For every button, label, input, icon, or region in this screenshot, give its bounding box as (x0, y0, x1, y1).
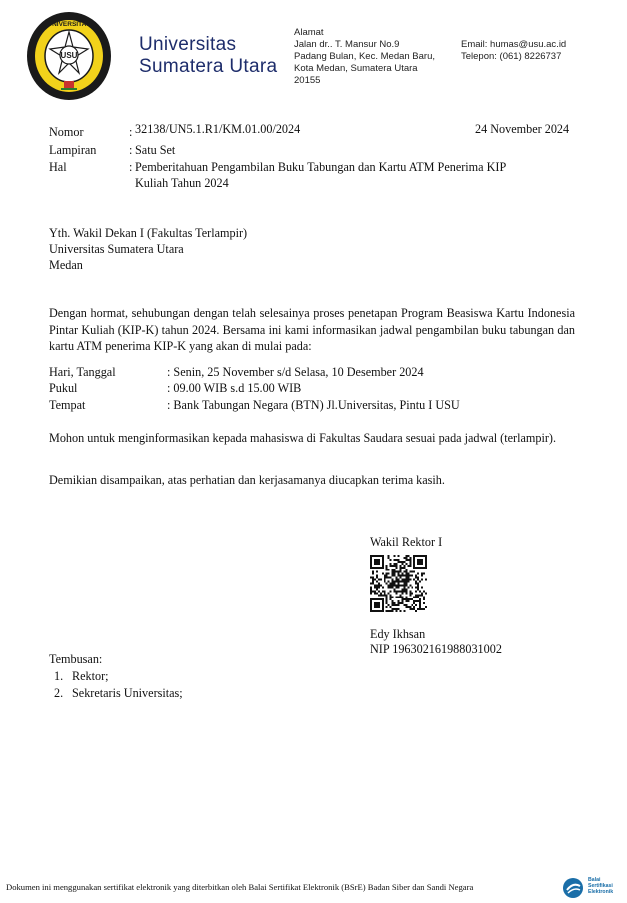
signer-name: Edy Ikhsan (370, 627, 426, 641)
tembusan-item: Rektor; (72, 669, 109, 683)
letter-date: 24 November 2024 (475, 122, 570, 136)
address-line: 20155 (294, 75, 321, 86)
tembusan-item-number: 2. (54, 686, 64, 700)
recipient-line: Universitas Sumatera Utara (49, 242, 184, 256)
hal-value-line1: Pemberitahuan Pengambilan Buku Tabungan dan Kartu ATM Penerima KIP (135, 160, 507, 174)
university-name-line2: Sumatera Utara (139, 56, 278, 77)
address-line: Kota Medan, Sumatera Utara (294, 63, 418, 74)
schedule-label: Pukul (49, 381, 78, 395)
contact-phone: Telepon: (061) 8226737 (461, 51, 562, 62)
intro-paragraph: Dengan hormat, sehubungan dengan telah selesainya proses penetapan Program Beasiswa Kartu Indonesia Pintar Kuliah (KIP-K) tahun 2024. Bersama ini kami informasikan jadwal pengambilan buku tabungan dan kartu ATM penerima KIP-K yang akan di mulai pada: (49, 306, 575, 353)
qr-code (370, 555, 427, 612)
nomor-value: 32138/UN5.1.R1/KM.01.00/2024 (135, 122, 301, 136)
address-line: Padang Bulan, Kec. Medan Baru, (294, 51, 436, 62)
nomor-label: Nomor (49, 125, 84, 139)
bsre-label-line: Sertifikasi (588, 883, 613, 889)
usu-seal-logo (26, 11, 112, 101)
lampiran-colon: : (129, 143, 133, 157)
recipient-line: Yth. Wakil Dekan I (Fakultas Terlampir) (49, 226, 248, 240)
tembusan-item: Sekretaris Universitas; (72, 686, 183, 700)
bsre-label-line: Elektronik (588, 889, 614, 895)
svg-text:USU: USU (60, 51, 78, 60)
closing-paragraph: Demikian disampaikan, atas perhatian dan kerjasamanya diucapkan terima kasih. (49, 473, 445, 487)
address-line: Jalan dr.. T. Mansur No.9 (294, 39, 400, 50)
schedule-value: : Senin, 25 November s/d Selasa, 10 Desember 2024 (167, 365, 424, 379)
tembusan-item-number: 1. (54, 669, 64, 683)
signer-title: Wakil Rektor I (370, 535, 443, 549)
letterhead (0, 0, 627, 110)
schedule-label: Hari, Tanggal (49, 365, 116, 379)
hal-label: Hal (49, 160, 67, 174)
address-title: Alamat (294, 27, 324, 38)
lampiran-value: Satu Set (135, 143, 176, 157)
nomor-colon: : (129, 125, 133, 139)
hal-value-line2: Kuliah Tahun 2024 (135, 176, 229, 190)
recipient-line: Medan (49, 258, 83, 272)
bsre-logo-icon (562, 877, 586, 899)
esign-footer-note: Dokumen ini menggunakan sertifikat elektronik yang diterbitkan oleh Balai Sertifikat Elektronik (BSrE) Badan Siber dan Sandi Negara (6, 882, 474, 892)
schedule-value: : 09.00 WIB s.d 15.00 WIB (167, 381, 302, 395)
hal-colon: : (129, 160, 133, 174)
university-name-line1: Universitas (139, 34, 237, 55)
lampiran-label: Lampiran (49, 143, 97, 157)
bsre-label-line: Balai (588, 877, 601, 883)
contact-email: Email: humas@usu.ac.id (461, 39, 567, 50)
tembusan-label: Tembusan: (49, 652, 103, 666)
svg-text:UNIVERSITAS: UNIVERSITAS (47, 21, 91, 28)
request-paragraph: Mohon untuk menginformasikan kepada mahasiswa di Fakultas Saudara sesuai pada jadwal (terlampir). (49, 431, 556, 445)
signer-nip: NIP 196302161988031002 (370, 642, 502, 656)
bsre-label (588, 877, 613, 895)
schedule-value: : Bank Tabungan Negara (BTN) Jl.Universitas, Pintu I USU (167, 398, 460, 412)
schedule-label: Tempat (49, 398, 86, 412)
